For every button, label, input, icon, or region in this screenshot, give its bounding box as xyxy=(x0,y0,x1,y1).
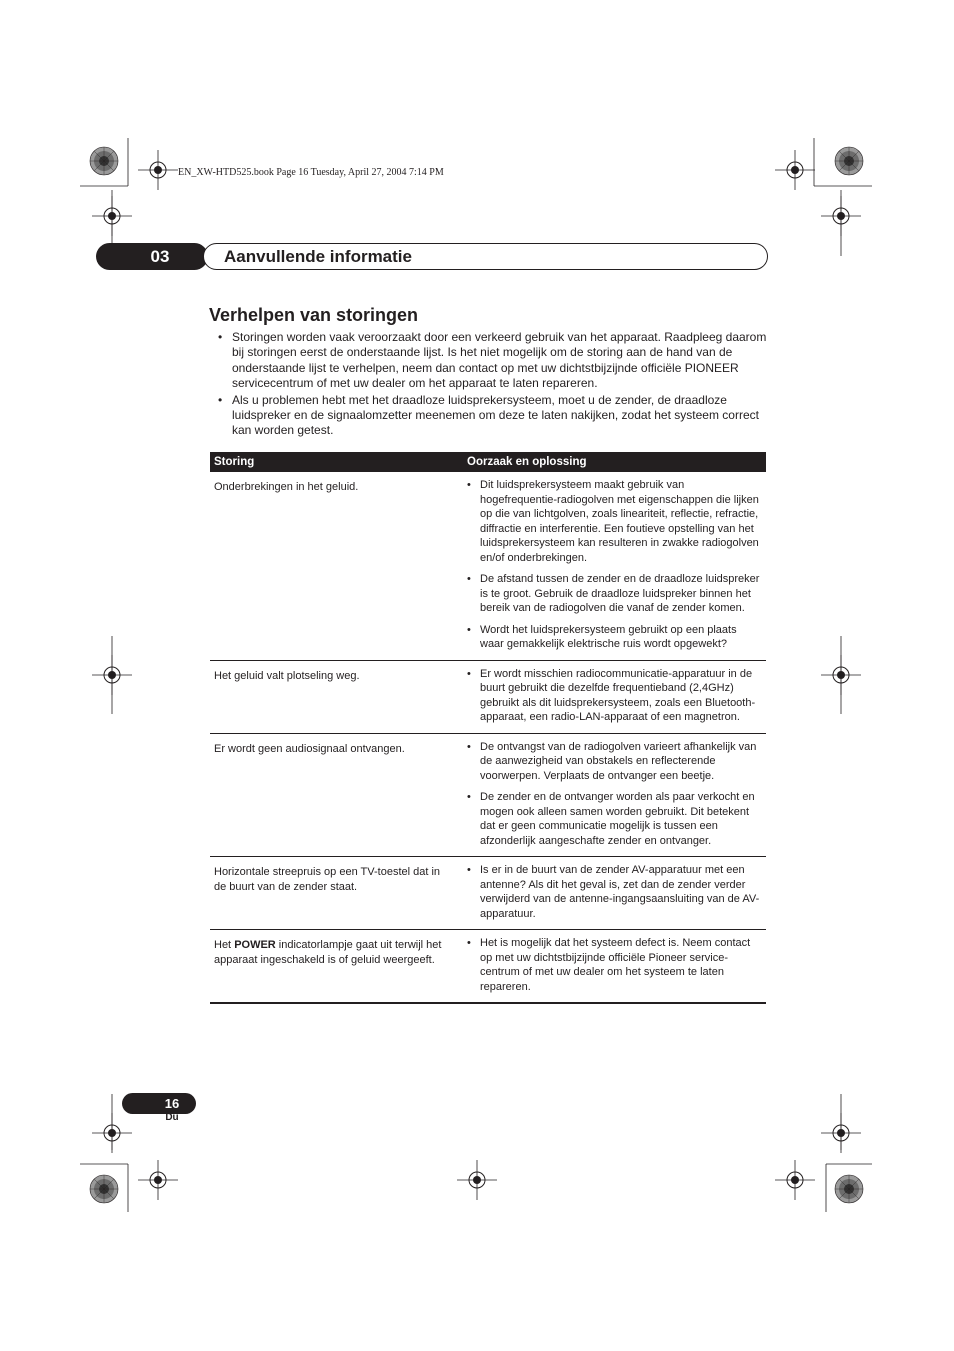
power-label: POWER xyxy=(234,939,276,951)
troubleshooting-table xyxy=(210,452,766,1004)
intro-bullets xyxy=(216,330,768,440)
solution-item: • Dit luidsprekersysteem maakt gebruik van hogefrequentie-radiogolven met eigenschappen die lijken op die van lichtgolven, zoals lineariteit, reflectie, refractie, diffractie en interferentie. Een foutieve opstelling van het luidsprekersysteem kan resulteren in zwakke radiogolven en/of onderbrekingen. xyxy=(463,478,760,565)
issue-cell: Het geluid valt plotseling weg. xyxy=(214,669,360,682)
solution-list xyxy=(463,930,766,1002)
table-row xyxy=(210,472,766,660)
issue-cell: Horizontale streepruis op een TV-toestel dat in de buurt van de zender staat. xyxy=(214,866,441,893)
page-number: 16 xyxy=(164,1096,180,1111)
issue-prefix: Het xyxy=(214,939,235,951)
solution-list xyxy=(463,734,766,857)
header-oorzaak: Oorzaak en oplossing xyxy=(463,452,766,472)
chapter-title: Aanvullende informatie xyxy=(224,247,412,266)
page-language: Du xyxy=(165,1112,179,1123)
solution-item: • Wordt het luidsprekersysteem gebruikt op een plaats waar gemakkelijk elektrische ruis wordt opgewekt? xyxy=(463,623,760,652)
table-row xyxy=(210,930,766,1004)
intro-bullet: • Storingen worden vaak veroorzaakt door een verkeerd gebruik van het apparaat. Raadpleeg daarom bij storingen eerst de onderstaande lijst. Is het niet mogelijk om de storing aan de hand van de onderstaande lijst te verhelpen, neem dan contact op met uw dichtstbijzijnde officiële PIONEER servicecentrum of met uw dealer om het apparaat te laten repareren. xyxy=(216,330,768,392)
chapter-number: 03 xyxy=(150,247,170,266)
solution-item: • De ontvangst van de radiogolven varieert afhankelijk van de aanwezigheid van obstakels en reflecterende voorwerpen. Verplaats de ontvanger een beetje. xyxy=(463,740,760,784)
solution-list xyxy=(463,661,766,733)
solution-list xyxy=(463,857,766,929)
table-row xyxy=(210,857,766,930)
issue-suffix: indicatorlampje gaat uit terwijl het apparaat ingeschakeld is of geluid weergeeft. xyxy=(214,939,442,966)
solution-item: • De zender en de ontvanger worden als paar verkocht en mogen ook alleen samen worden gebruikt. Dit betekent dat er geen communicatie mogelijk is tussen een afzonderlijk aangeschafte zender en ontvanger. xyxy=(463,790,760,848)
chapter-title-box xyxy=(203,243,768,270)
issue-cell: Er wordt geen audiosignaal ontvangen. xyxy=(214,742,405,755)
solution-list xyxy=(463,472,766,660)
table-header-row xyxy=(210,452,766,472)
section-title: Verhelpen van storingen xyxy=(209,305,419,325)
solution-item: • Het is mogelijk dat het systeem defect is. Neem contact op met uw dichtstbijzijnde officiële Pioneer service-centrum of met uw dealer om het systeem te laten repareren. xyxy=(463,936,760,994)
solution-item: • De afstand tussen de zender en de draadloze luidspreker is te groot. Gebruik de draadloze luidspreker binnen het bereik van de radiogolven die vanaf de zender komen. xyxy=(463,572,760,616)
solution-item: • Er wordt misschien radiocommunicatie-apparatuur in de buurt gebruikt die dezelfde frequentieband (2,4GHz) gebruikt als dit luidsprekersysteem, zoals een Bluetooth-apparaat, een radio-LAN-apparaat of een magnetron. xyxy=(463,667,760,725)
issue-cell xyxy=(210,930,463,979)
table-row xyxy=(210,733,766,857)
intro-bullet: • Als u problemen hebt met het draadloze luidsprekersysteem, moet u de zender, de draadloze luidspreker en de signaalomzetter meenemen om deze te laten nakijken, zodat het systeem correct kan worden getest. xyxy=(216,393,768,439)
table-row xyxy=(210,660,766,733)
header-storing: Storing xyxy=(210,452,463,472)
solution-item: • Is er in de buurt van de zender AV-apparatuur met een antenne? Als dit het geval is, zet dan de zender verder verwijderd van de antenne-ingangsaansluiting van de AV-apparatuur. xyxy=(463,863,760,921)
issue-cell: Onderbrekingen in het geluid. xyxy=(214,481,359,493)
book-file-line: EN_XW-HTD525.book Page 16 Tuesday, April 27, 2004 7:14 PM xyxy=(178,167,444,178)
